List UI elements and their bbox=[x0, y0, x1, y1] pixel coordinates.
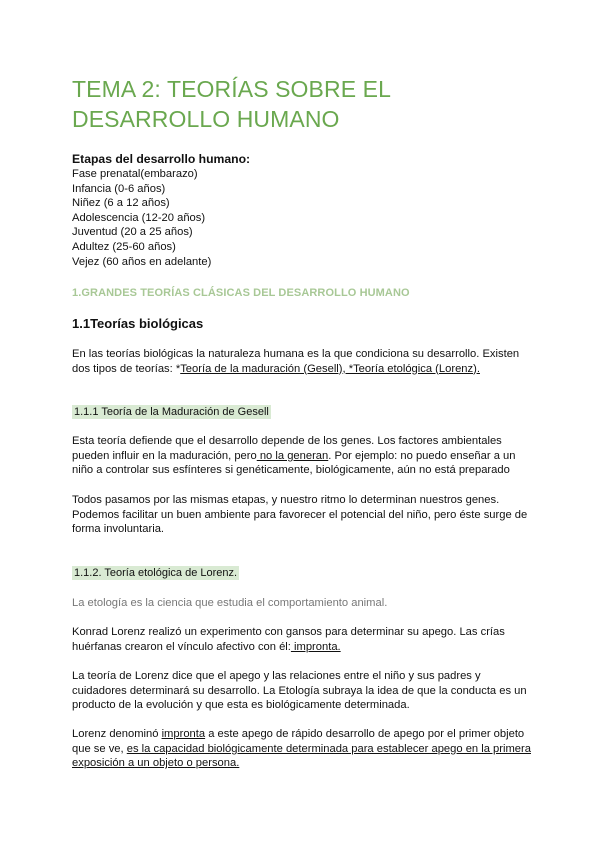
list-item: Vejez (60 años en adelante) bbox=[72, 255, 212, 268]
lorenz-paragraph-3 bbox=[72, 727, 532, 771]
stages-heading: Etapas del desarrollo humano: bbox=[72, 152, 251, 166]
list-item: Niñez (6 a 12 años) bbox=[72, 197, 170, 210]
stages-list bbox=[72, 167, 532, 269]
section-heading-1-1: 1.1Teorías biológicas bbox=[72, 316, 204, 331]
lorenz-paragraph-1 bbox=[72, 625, 532, 654]
list-item: Adultez (25-60 años) bbox=[72, 240, 176, 253]
lorenz-text-c: Lorenz denominó bbox=[72, 728, 162, 740]
list-item: Fase prenatal(embarazo) bbox=[72, 168, 198, 180]
section-heading-1: 1.GRANDES TEORÍAS CLÁSICAS DEL DESARROLLO HUMANO bbox=[72, 287, 410, 299]
intro-underlined: Teoría de la maduración (Gesell), *Teoría etológica (Lorenz). bbox=[180, 362, 480, 375]
intro-paragraph bbox=[72, 347, 532, 376]
gesell-paragraph-1 bbox=[72, 434, 532, 478]
gesell-paragraph-2: Todos pasamos por las mismas etapas, y nuestro ritmo lo determinan nuestros genes. Podemos facilitar un buen ambiente para favorecer el potencial del niño, pero éste surge de forma involuntaria. bbox=[72, 494, 528, 536]
lorenz-underlined-2: es la capacidad biológicamente determinada para establecer apego en la primera exposición a un objeto o persona. bbox=[72, 742, 531, 770]
lorenz-paragraph-2: La teoría de Lorenz dice que el apego y las relaciones entre el niño y sus padres y cuidadores determinará su desarrollo. La Etología subraya la idea de que la conducta es un producto de la evolución y que esta es biológicamente determinada. bbox=[72, 670, 527, 712]
lorenz-definition: La etología es la ciencia que estudia el comportamiento animal. bbox=[72, 597, 388, 609]
impronta-underlined: impronta bbox=[161, 728, 206, 740]
gesell-underlined: no la generan bbox=[256, 449, 329, 462]
gesell-heading: 1.1.1 Teoría de la Maduración de Gesell bbox=[74, 406, 269, 418]
lorenz-text-d: a este apego de rápido desarrollo de apego por el primer objeto que se ve, bbox=[72, 728, 525, 755]
list-item: Adolescencia (12-20 años) bbox=[72, 211, 206, 224]
lorenz-underlined: impronta. bbox=[290, 640, 341, 653]
gesell-heading-wrap bbox=[72, 405, 532, 420]
page-title: TEMA 2: TEORÍAS SOBRE EL DESARROLLO HUMANO bbox=[72, 76, 391, 132]
intro-text: En las teorías biológicas la naturaleza humana es la que condiciona su desarrollo. Existen dos tipos de teorías: * bbox=[72, 348, 520, 375]
gesell-text-b: . Por ejemplo: no puedo enseñar a un niño a controlar sus esfínteres si genéticamente, biológicamente, aún no está preparado bbox=[72, 449, 516, 477]
lorenz-heading: 1.1.2. Teoría etológica de Lorenz. bbox=[74, 567, 238, 579]
list-item: Infancia (0-6 años) bbox=[72, 182, 166, 195]
gesell-text-a: Esta teoría defiende que el desarrollo depende de los genes. Los factores ambientales pueden influir en la maduración, pero bbox=[72, 435, 502, 462]
lorenz-text-a: Konrad Lorenz realizó un experimento con gansos para determinar su apego. Las crías huérfanas crearon el vínculo afectivo con él: bbox=[72, 626, 505, 653]
lorenz-heading-wrap bbox=[72, 566, 532, 581]
list-item: Juventud (20 a 25 años) bbox=[72, 226, 193, 239]
